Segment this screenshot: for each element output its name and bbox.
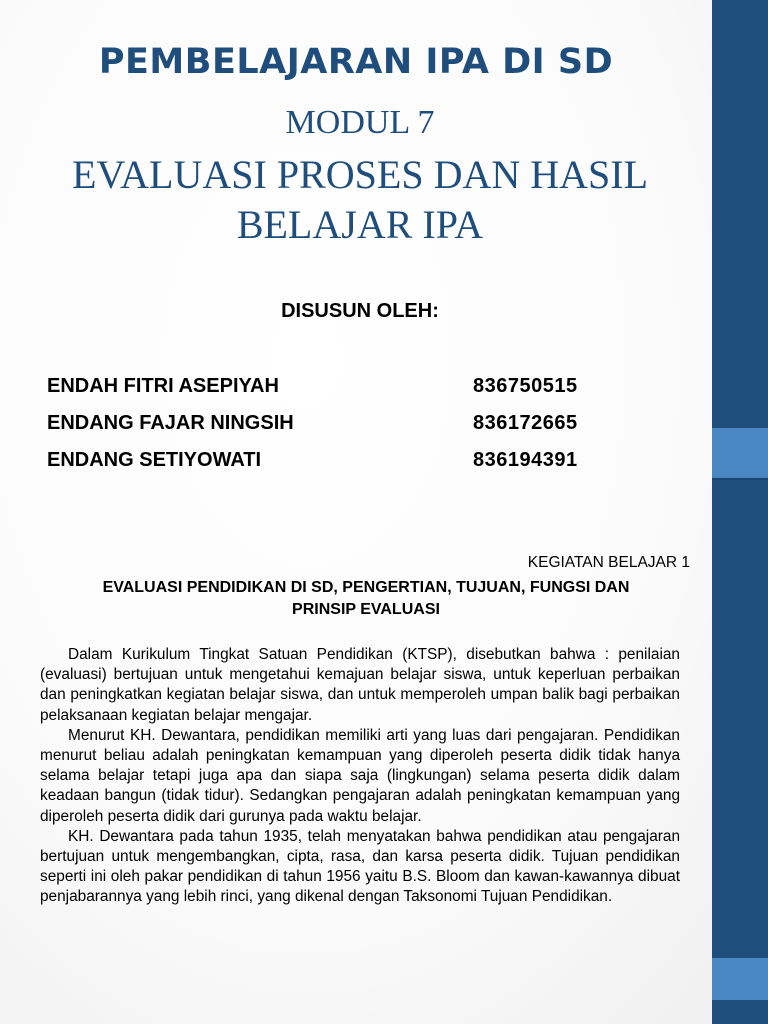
author-name: ENDANG SETIYOWATI	[47, 449, 262, 471]
section-heading-line-2: PRINSIP EVALUASI	[292, 601, 440, 618]
paragraph: Dalam Kurikulum Tingkat Satuan Pendidikan (KTSP), disebutkan bahwa : penilaian (evaluasi) bertujuan untuk mengetahui kemajuan belajar siswa, untuk keperluan perbaikan dan peningkatkan kegiatan belajar siswa, dan untuk memperoleh umpan balik bagi perbaikan pelaksanaan kegiatan belajar mengajar.	[40, 646, 680, 724]
author-name: ENDANG FAJAR NINGSIH	[47, 412, 294, 434]
page-title: PEMBELAJARAN IPA DI SD	[98, 42, 614, 82]
author-nim: 836172665	[473, 412, 578, 434]
module-label: MODUL 7	[285, 104, 435, 141]
author-row	[47, 405, 647, 442]
author-list	[47, 368, 647, 479]
sidebar-accent-band-bottom	[712, 958, 768, 1000]
author-row	[47, 368, 647, 405]
module-subtitle	[0, 150, 720, 250]
paragraph: Menurut KH. Dewantara, pendidikan memiliki arti yang luas dari pengajaran. Pendidikan menurut beliau adalah peningkatan kemampuan yang diperoleh peserta didik tidak hanya selama belajar tetapi juga apa dan siapa saja (lingkungan) selama peserta didik dalam keadaan bangun (tidak tidur). Sedangkan pengajaran adalah peningkatan kemampuan yang diperoleh peserta didik dari gurunya pada waktu belajar.	[40, 726, 680, 825]
subtitle-line-1: EVALUASI PROSES DAN HASIL	[72, 152, 648, 197]
author-row	[47, 442, 647, 479]
sidebar-dark-band	[712, 478, 768, 532]
section-heading-line-1: EVALUASI PENDIDIKAN DI SD, PENGERTIAN, TUJUAN, FUNGSI DAN	[102, 579, 630, 596]
learning-activity-label: KEGIATAN BELAJAR 1	[527, 554, 690, 571]
subtitle-line-2: BELAJAR IPA	[236, 202, 484, 247]
author-nim: 836194391	[473, 449, 578, 471]
decorative-sidebar	[712, 0, 768, 1024]
author-name: ENDAH FITRI ASEPIYAH	[47, 375, 279, 397]
paragraph: KH. Dewantara pada tahun 1935, telah menyatakan bahwa pendidikan atau pengajaran bertujuan untuk mengembangkan, cipta, rasa, dan karsa peserta didik. Tujuan pendidikan seperti ini oleh pakar pendidikan di tahun 1956 yaitu B.S. Bloom dan kawan-kawannya dibuat penjabarannya yang lebih rinci, yang dikenal dengan Taksonomi Tujuan Pendidikan.	[40, 827, 680, 906]
section-heading	[34, 577, 698, 621]
body-text	[40, 645, 680, 908]
author-nim: 836750515	[473, 375, 578, 397]
sidebar-accent-band	[712, 428, 768, 478]
authored-by-label: DISUSUN OLEH:	[281, 300, 439, 322]
